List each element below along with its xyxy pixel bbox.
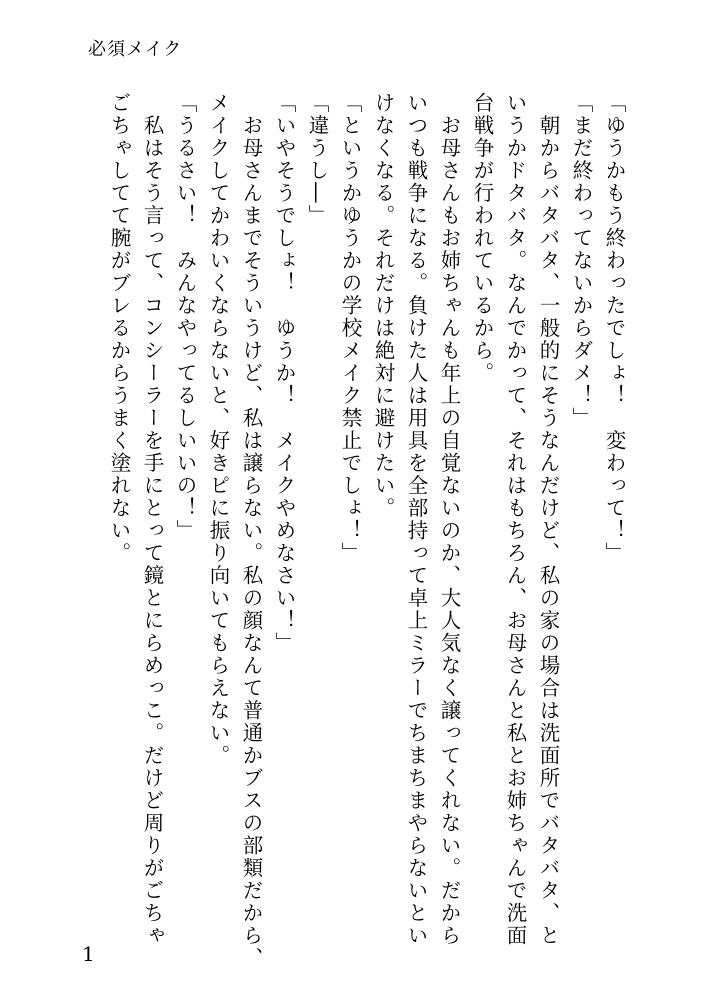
text-line: 「ゆうかもう終わったでしょ！ 変わって！」 (602, 92, 626, 565)
text-line: お母さんまでそういうけど、私は譲らない。私の顔なんて普通かブスの部類だから、 (239, 92, 263, 970)
text-line: 「というかゆうかの学校メイク禁止でしょ！」 (338, 92, 362, 565)
text-line: 「違うし―」 (305, 92, 329, 227)
text-line: いうかドタバタ。なんでかって、それはもちろん、お母さんと私とお姉ちゃんで洗面 (503, 92, 527, 947)
page-number: 1 (82, 942, 95, 966)
body-text (80, 92, 630, 970)
text-line: 台戦争が行われているから。 (470, 92, 494, 385)
text-line: メイクしてかわいくならないと、好きピに振り向いてもらえない。 (206, 92, 230, 767)
text-line: お母さんもお姉ちゃんも年上の自覚ないのか、大人気なく譲ってくれない。だから (437, 92, 461, 947)
text-line: 私はそう言って、コンシーラーを手にとって鏡とにらめっこ。だけど周りがごちゃ (140, 92, 164, 947)
text-line: いつも戦争になる。負けた人は用具を全部持って卓上ミラーでちまちまやらないとい (404, 92, 428, 947)
page-title: 必須メイク (88, 39, 183, 60)
text-line: 「うるさい！ みんなやってるしいいの！」 (173, 92, 197, 542)
text-line: 「まだ終わってないからダメ！」 (569, 92, 593, 430)
text-line: ごちゃしてて腕がブレるからうまく塗れない。 (107, 92, 131, 565)
text-line: けなくなる。それだけは絶対に避けたい。 (371, 92, 395, 520)
text-line: 朝からバタバタ、一般的にそうなんだけど、私の家の場合は洗面所でバタバタ、と (536, 92, 560, 947)
text-line: 「いやそうでしょ！ ゆうか！ メイクやめなさい！」 (272, 92, 296, 655)
